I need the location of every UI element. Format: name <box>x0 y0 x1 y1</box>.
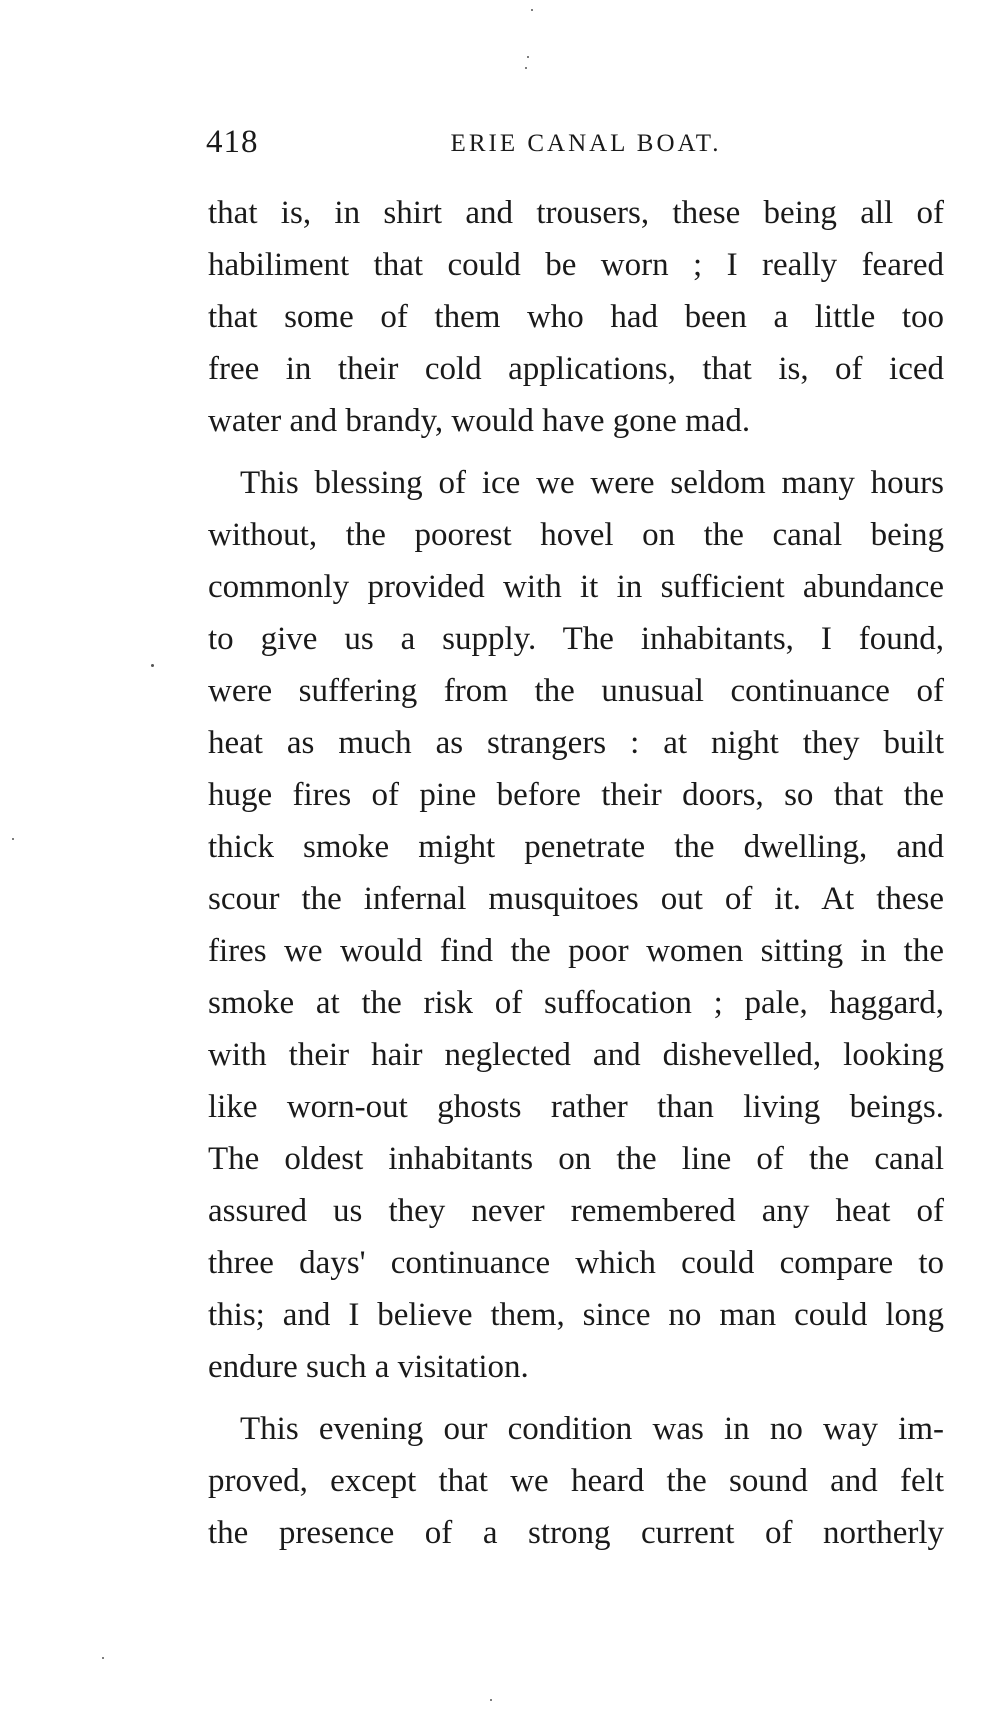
text-line: This evening our condition was in no way im- <box>240 1411 944 1447</box>
text-line: smoke at the risk of suffocation ; pale, haggard, <box>208 985 944 1021</box>
scan-speck <box>151 664 154 667</box>
text-line: commonly provided with it in sufficient abundance <box>208 569 944 605</box>
paragraph <box>208 1403 944 1559</box>
scan-speck <box>490 1699 492 1701</box>
text-line: huge fires of pine before their doors, so that the <box>208 777 944 813</box>
scan-speck <box>527 56 529 58</box>
text-line: with their hair neglected and dishevelled, looking <box>208 1037 944 1073</box>
scan-speck <box>531 9 533 11</box>
text-line: water and brandy, would have gone mad. <box>208 403 751 439</box>
text-line: that is, in shirt and trousers, these being all of <box>208 195 944 231</box>
text-line: like worn-out ghosts rather than living beings. <box>208 1089 944 1125</box>
text-line: proved, except that we heard the sound and felt <box>208 1463 944 1499</box>
page-header <box>206 124 946 164</box>
scan-speck <box>102 1657 104 1659</box>
text-line: were suffering from the unusual continuance of <box>208 673 944 709</box>
text-line: this; and I believe them, since no man could long <box>208 1297 944 1333</box>
paragraph <box>208 457 944 1393</box>
scan-speck <box>12 838 14 840</box>
page-number: 418 <box>206 124 259 160</box>
text-line: heat as much as strangers : at night they built <box>208 725 944 761</box>
text-line: This blessing of ice we were seldom many hours <box>240 465 944 501</box>
text-line: fires we would find the poor women sitting in the <box>208 933 944 969</box>
scan-speck <box>525 67 527 69</box>
text-line: free in their cold applications, that is, of iced <box>208 351 944 387</box>
text-line: that some of them who had been a little too <box>208 299 944 335</box>
text-line: without, the poorest hovel on the canal being <box>208 517 944 553</box>
text-line: assured us they never remembered any heat of <box>208 1193 944 1229</box>
paragraph <box>208 187 944 447</box>
text-line: habiliment that could be worn ; I really feared <box>208 247 944 283</box>
text-line: thick smoke might penetrate the dwelling, and <box>208 829 944 865</box>
body-text <box>208 187 944 1559</box>
text-line: scour the infernal musquitoes out of it. At these <box>208 881 944 917</box>
text-line: to give us a supply. The inhabitants, I found, <box>208 621 944 657</box>
text-line: endure such a visitation. <box>208 1349 529 1385</box>
running-head: ERIE CANAL BOAT. <box>450 130 722 157</box>
text-line: The oldest inhabitants on the line of the canal <box>208 1141 944 1177</box>
text-line: three days' continuance which could compare to <box>208 1245 944 1281</box>
text-line: the presence of a strong current of northerly <box>208 1515 944 1551</box>
